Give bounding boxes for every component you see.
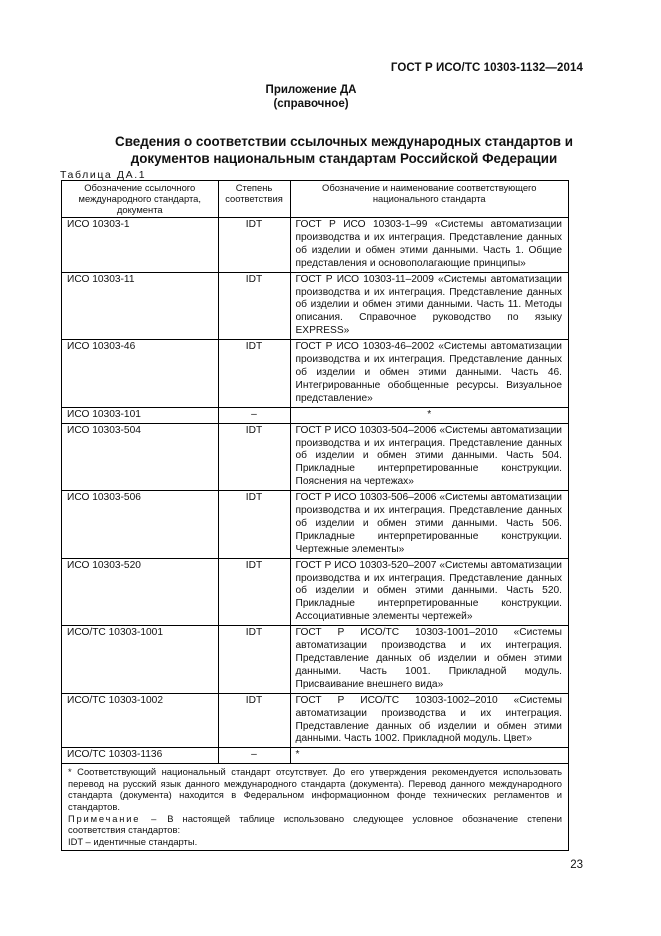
- table-row: [62, 272, 568, 340]
- table-row: [62, 340, 568, 408]
- cell-reference: ИСО 10303-1: [62, 218, 218, 273]
- header-degree: Степень соответствия: [218, 181, 290, 218]
- note-text: В настоящей таблице использовано следующее условное обозначение степени соответствия стандартов:: [68, 812, 562, 836]
- cell-degree: IDT: [218, 491, 290, 559]
- appendix-heading: [0, 83, 622, 111]
- table-row: [62, 218, 568, 273]
- cell-reference: ИСО 10303-46: [62, 340, 218, 408]
- cell-degree: IDT: [218, 558, 290, 626]
- cell-degree: –: [218, 748, 290, 764]
- cell-degree: IDT: [218, 626, 290, 694]
- cell-degree: IDT: [218, 340, 290, 408]
- table-row: [62, 423, 568, 491]
- cell-degree: –: [218, 407, 290, 423]
- correspondence-table: [61, 180, 569, 851]
- cell-national: ГОСТ Р ИСО/ТС 10303-1001–2010 «Системы автоматизации производства и их интеграция. Представление данных об изделии и обмен этими данными. Часть 1001. Прикладной модуль. Присваивание внешнего вида»: [290, 626, 568, 694]
- table-caption: Таблица ДА.1: [60, 169, 147, 181]
- cell-national: ГОСТ Р ИСО 10303-504–2006 «Системы автоматизации производства и их интеграция. Представление данных об изделии и обмен этими данными. Часть 504. Прикладные интерпретированные конструкции. Пояснения на чертежах»: [290, 423, 568, 491]
- cell-reference: ИСО 10303-506: [62, 491, 218, 559]
- cell-reference: ИСО 10303-504: [62, 423, 218, 491]
- appendix-label: Приложение ДА: [265, 84, 357, 96]
- table-note: [68, 813, 562, 836]
- table-row: [62, 407, 568, 423]
- cell-degree: IDT: [218, 218, 290, 273]
- cell-degree: IDT: [218, 693, 290, 748]
- table-row: [62, 626, 568, 694]
- table-footnote: [62, 764, 568, 850]
- cell-national: ГОСТ Р ИСО 10303-520–2007 «Системы автоматизации производства и их интеграция. Представление данных об изделии и обмен этими данными. Часть 520. Прикладные интерпретированные конструкции. Ассоциативные элементы чертежей»: [290, 558, 568, 626]
- cell-national: ГОСТ Р ИСО 10303-46–2002 «Системы автоматизации производства и их интеграция. Представление данных об изделии и обмен этими данными. Часть 46. Интегрированные обобщенные ресурсы. Визуальное представление»: [290, 340, 568, 408]
- page-title: [66, 133, 622, 167]
- header-national: Обозначение и наименование соответствующего национального стандарта: [290, 181, 568, 218]
- appendix-type: (справочное): [273, 98, 349, 110]
- note-label: Примечание –: [68, 812, 159, 824]
- cell-national: ГОСТ Р ИСО 10303-1–99 «Системы автоматизации производства и их интеграция. Представление данных об изделии и обмен этими данными. Часть 1. Общие представления и основополагающие принципы»: [290, 218, 568, 273]
- cell-reference: ИСО 10303-520: [62, 558, 218, 626]
- page-title-line-2: документов национальным стандартам Российской Федерации: [130, 151, 558, 166]
- cell-national: *: [290, 748, 568, 764]
- header-reference: Обозначение ссылочного международного стандарта, документа: [62, 181, 218, 218]
- cell-reference: ИСО 10303-11: [62, 272, 218, 340]
- cell-reference: ИСО/ТС 10303-1002: [62, 693, 218, 748]
- table-row: [62, 748, 568, 764]
- table-header-row: [62, 181, 568, 218]
- table-row: [62, 558, 568, 626]
- page-title-line-1: Сведения о соответствии ссылочных международных стандартов и: [115, 134, 573, 149]
- cell-reference: ИСО 10303-101: [62, 407, 218, 423]
- document-code: ГОСТ Р ИСО/ТС 10303-1132—2014: [390, 62, 583, 74]
- cell-national: *: [290, 407, 568, 423]
- table-row: [62, 693, 568, 748]
- footnote-text: * Соответствующий национальный стандарт отсутствует. До его утверждения рекомендуется использовать перевод на русский язык данного международного стандарта (документа). Перевод данного международного стандарта (документа) находится в Федеральном информационном фонде технических регламентов и стандартов.: [68, 766, 562, 813]
- page-number: 23: [570, 859, 583, 871]
- table-row: [62, 491, 568, 559]
- cell-national: ГОСТ Р ИСО 10303-506–2006 «Системы автоматизации производства и их интеграция. Представление данных об изделии и обмен этими данными. Часть 506. Прикладные интерпретированные конструкции. Чертежные элементы»: [290, 491, 568, 559]
- cell-national: ГОСТ Р ИСО 10303-11–2009 «Системы автоматизации производства и их интеграция. Представление данных об изделии и обмен этими данными. Часть 11. Методы описания. Справочное руководство по языку EXPRESS»: [290, 272, 568, 340]
- cell-degree: IDT: [218, 423, 290, 491]
- cell-degree: IDT: [218, 272, 290, 340]
- note-idt-definition: IDT – идентичные стандарты.: [68, 835, 198, 847]
- cell-reference: ИСО/ТС 10303-1001: [62, 626, 218, 694]
- cell-national: ГОСТ Р ИСО/ТС 10303-1002–2010 «Системы автоматизации производства и их интеграция. Представление данных об изделии и обмен этими данными. Часть 1002. Прикладной модуль. Цвет»: [290, 693, 568, 748]
- cell-reference: ИСО/ТС 10303-1136: [62, 748, 218, 764]
